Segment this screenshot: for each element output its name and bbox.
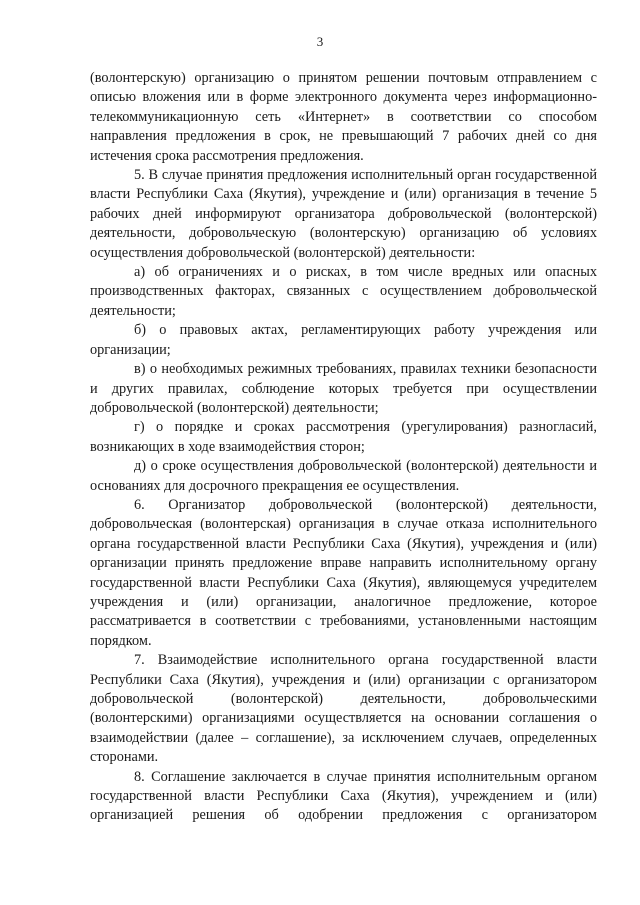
paragraph-item-v: в) о необходимых режимных требованиях, правилах техники безопасности и других правилах, соблюдение которых требуется при осуществлении добровольческой (волонтерской) деятельности; — [90, 361, 597, 416]
paragraph-item-d: д) о сроке осуществления добровольческой (волонтерской) деятельности и основаниях для досрочного прекращения ее осуществления. — [90, 458, 597, 494]
paragraph-clause-7: 7. Взаимодействие исполнительного органа государственной власти Республики Саха (Якутия), учреждения и (или) организации с организатором добровольческой (волонтерской) деятельности, добровольческими (волонтерскими) организациями осуществляется на основании соглашения о взаимодействии (далее – соглашение), за исключением случаев, определенных сторонами. — [90, 652, 597, 766]
paragraph-clause-8: 8. Соглашение заключается в случае принятия исполнительным органом государственной власти Республики Саха (Якутия), учреждением и (или) организацией решения об одобрении предложения с организатором — [90, 768, 597, 824]
document-body — [90, 69, 597, 826]
paragraph-clause-6: 6. Организатор добровольческой (волонтерской) деятельности, добровольческая (волонтерская) организация в случае отказа исполнительного органа государственной власти Республики Саха (Якутия), учреждения и (или) организации принять предложение вправе направить исполнительному органу государственной власти Республики Саха (Якутия), являющемуся учредителем учреждения и (или) организации, аналогичное предложение, которое рассматривается в соответствии с требованиями, установленными настоящим порядком. — [90, 496, 597, 649]
paragraph-item-g: г) о порядке и сроках рассмотрения (урегулирования) разногласий, возникающих в ходе взаимодействия сторон; — [90, 419, 597, 455]
paragraph-item-b: б) о правовых актах, регламентирующих работу учреждения или организации; — [90, 322, 597, 358]
paragraph-clause-5: 5. В случае принятия предложения исполнительный орган государственной власти Республики Саха (Якутия), учреждение и (или) организация в течение 5 рабочих дней информируют организатора добровольческой (волонтерской) деятельности, добровольческую (волонтерскую) организацию об условиях осуществления добровольческой (волонтерской) деятельности: — [90, 167, 597, 261]
page-number: 3 — [316, 34, 324, 49]
paragraph-continuation: (волонтерскую) организацию о принятом решении почтовым отправлением с описью вложения или в форме электронного документа через информационно-телекоммуникационную сеть «Интернет» в соответствии со способом направления предложения в срок, не превышающий 7 рабочих дней со дня истечения срока рассмотрения предложения. — [90, 70, 597, 164]
paragraph-item-a: а) об ограничениях и о рисках, в том числе вредных или опасных производственных факторах, связанных с осуществлением добровольческой деятельности; — [90, 264, 597, 319]
